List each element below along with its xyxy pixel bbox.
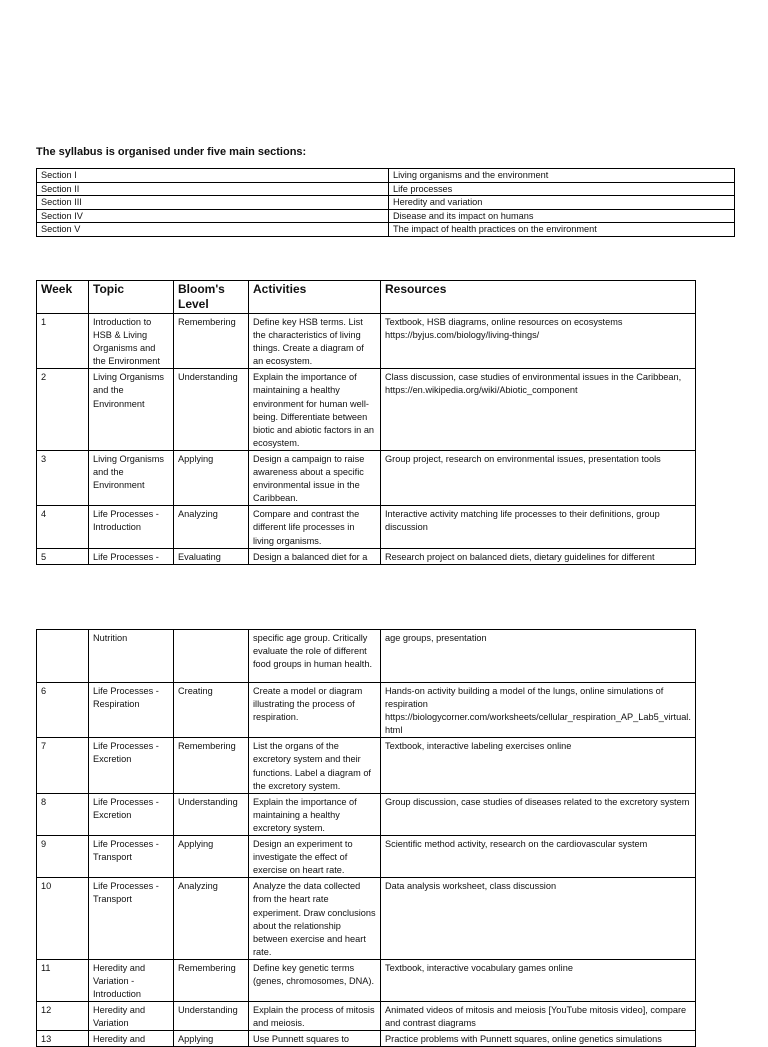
table-row	[37, 369, 696, 451]
resources-cell: Textbook, HSB diagrams, online resources on ecosystems https://byjus.com/biology/living-things/	[381, 314, 696, 369]
topic-cell: Living Organisms and the Environment	[89, 369, 174, 451]
activities-cell: List the organs of the excretory system and their functions. Label a diagram of the excretory system.	[249, 738, 381, 793]
week-cell: 11	[37, 959, 89, 1001]
section-number: Section II	[37, 182, 389, 196]
topic-cell: Living Organisms and the Environment	[89, 450, 174, 505]
resources-cell: Textbook, interactive vocabulary games online	[381, 959, 696, 1001]
activities-cell: Define key HSB terms. List the characteristics of living things. Create a diagram of an ecosystem.	[249, 314, 381, 369]
activities-cell: Create a model or diagram illustrating the process of respiration.	[249, 683, 381, 738]
topic-cell: Life Processes - Transport	[89, 878, 174, 960]
activities-cell: specific age group. Critically evaluate the role of different food groups in human health.	[249, 630, 381, 683]
topic-cell: Nutrition	[89, 630, 174, 683]
week-cell: 3	[37, 450, 89, 505]
topic-cell: Life Processes - Introduction	[89, 506, 174, 548]
resources-cell: Textbook, interactive labeling exercises online	[381, 738, 696, 793]
topic-cell: Heredity and Variation	[89, 1002, 174, 1031]
topic-cell: Life Processes - Respiration	[89, 683, 174, 738]
section-title: Living organisms and the environment	[389, 169, 735, 183]
topic-cell: Life Processes - Excretion	[89, 793, 174, 835]
blooms-level-cell: Applying	[174, 450, 249, 505]
blooms-level-cell: Remembering	[174, 959, 249, 1001]
activities-cell: Use Punnett squares to	[249, 1031, 381, 1047]
resources-cell: Group project, research on environmental issues, presentation tools	[381, 450, 696, 505]
header-activities: Activities	[249, 281, 381, 314]
week-cell: 9	[37, 836, 89, 878]
blooms-level-cell: Applying	[174, 1031, 249, 1047]
table-row	[37, 548, 696, 564]
section-number: Section III	[37, 196, 389, 210]
week-cell: 5	[37, 548, 89, 564]
lesson-plan-table-page-2	[36, 629, 696, 1047]
table-row	[37, 196, 735, 210]
section-title: Heredity and variation	[389, 196, 735, 210]
resources-cell: Scientific method activity, research on the cardiovascular system	[381, 836, 696, 878]
week-cell: 6	[37, 683, 89, 738]
table-row	[37, 738, 696, 793]
week-cell: 12	[37, 1002, 89, 1031]
resources-cell: Practice problems with Punnett squares, online genetics simulations	[381, 1031, 696, 1047]
header-resources: Resources	[381, 281, 696, 314]
section-title: Life processes	[389, 182, 735, 196]
blooms-level-cell: Analyzing	[174, 506, 249, 548]
blooms-level-cell: Remembering	[174, 738, 249, 793]
header-week: Week	[37, 281, 89, 314]
activities-cell: Explain the process of mitosis and meiosis.	[249, 1002, 381, 1031]
table-row	[37, 1031, 696, 1047]
table-row	[37, 314, 696, 369]
table-row	[37, 959, 696, 1001]
resources-cell: Group discussion, case studies of diseases related to the excretory system	[381, 793, 696, 835]
topic-cell: Heredity and Variation - Introduction	[89, 959, 174, 1001]
blooms-level-cell: Evaluating	[174, 548, 249, 564]
activities-cell: Explain the importance of maintaining a healthy excretory system.	[249, 793, 381, 835]
topic-cell: Heredity and	[89, 1031, 174, 1047]
table-row	[37, 836, 696, 878]
week-cell: 2	[37, 369, 89, 451]
activities-cell: Design a campaign to raise awareness about a specific environmental issue in the Caribbean.	[249, 450, 381, 505]
week-cell: 1	[37, 314, 89, 369]
topic-cell: Life Processes -	[89, 548, 174, 564]
resources-cell: Animated videos of mitosis and meiosis [YouTube mitosis video], compare and contrast diagrams	[381, 1002, 696, 1031]
week-cell: 13	[37, 1031, 89, 1047]
week-cell: 10	[37, 878, 89, 960]
week-cell	[37, 630, 89, 683]
section-title: The impact of health practices on the environment	[389, 223, 735, 237]
sections-table	[36, 168, 735, 237]
blooms-level-cell	[174, 630, 249, 683]
resources-cell: Class discussion, case studies of environmental issues in the Caribbean, https://en.wikipedia.org/wiki/Abiotic_component	[381, 369, 696, 451]
table-row	[37, 630, 696, 683]
activities-cell: Compare and contrast the different life processes in living organisms.	[249, 506, 381, 548]
week-cell: 8	[37, 793, 89, 835]
activities-cell: Explain the importance of maintaining a healthy environment for human well-being. Differentiate between biotic and abiotic factors in an ecosystem.	[249, 369, 381, 451]
syllabus-intro: The syllabus is organised under five main sections:	[36, 146, 307, 158]
resources-cell: Hands-on activity building a model of the lungs, online simulations of respiration https://biologycorner.com/worksheets/cellular_respiration_AP_Lab5_virtual.html	[381, 683, 696, 738]
table-row	[37, 1002, 696, 1031]
blooms-level-cell: Understanding	[174, 793, 249, 835]
table-row	[37, 506, 696, 548]
week-cell: 7	[37, 738, 89, 793]
topic-cell: Life Processes - Transport	[89, 836, 174, 878]
table-row	[37, 182, 735, 196]
blooms-level-cell: Understanding	[174, 1002, 249, 1031]
section-number: Section IV	[37, 209, 389, 223]
activities-cell: Define key genetic terms (genes, chromosomes, DNA).	[249, 959, 381, 1001]
section-number: Section V	[37, 223, 389, 237]
activities-cell: Design a balanced diet for a	[249, 548, 381, 564]
table-row	[37, 793, 696, 835]
header-blooms-level: Bloom's Level	[174, 281, 249, 314]
week-cell: 4	[37, 506, 89, 548]
table-row	[37, 878, 696, 960]
section-number: Section I	[37, 169, 389, 183]
activities-cell: Analyze the data collected from the heart rate experiment. Draw conclusions about the relationship between exercise and heart rate.	[249, 878, 381, 960]
topic-cell: Life Processes - Excretion	[89, 738, 174, 793]
blooms-level-cell: Understanding	[174, 369, 249, 451]
blooms-level-cell: Analyzing	[174, 878, 249, 960]
resources-cell: age groups, presentation	[381, 630, 696, 683]
resources-cell: Interactive activity matching life processes to their definitions, group discussion	[381, 506, 696, 548]
resources-cell: Research project on balanced diets, dietary guidelines for different	[381, 548, 696, 564]
blooms-level-cell: Remembering	[174, 314, 249, 369]
table-row	[37, 169, 735, 183]
activities-cell: Design an experiment to investigate the effect of exercise on heart rate.	[249, 836, 381, 878]
topic-cell: Introduction to HSB & Living Organisms and the Environment	[89, 314, 174, 369]
resources-cell: Data analysis worksheet, class discussion	[381, 878, 696, 960]
section-title: Disease and its impact on humans	[389, 209, 735, 223]
blooms-level-cell: Creating	[174, 683, 249, 738]
lesson-plan-table-page-1	[36, 280, 696, 565]
table-header-row	[37, 281, 696, 314]
table-row	[37, 450, 696, 505]
table-row	[37, 683, 696, 738]
table-row	[37, 223, 735, 237]
blooms-level-cell: Applying	[174, 836, 249, 878]
table-row	[37, 209, 735, 223]
header-topic: Topic	[89, 281, 174, 314]
